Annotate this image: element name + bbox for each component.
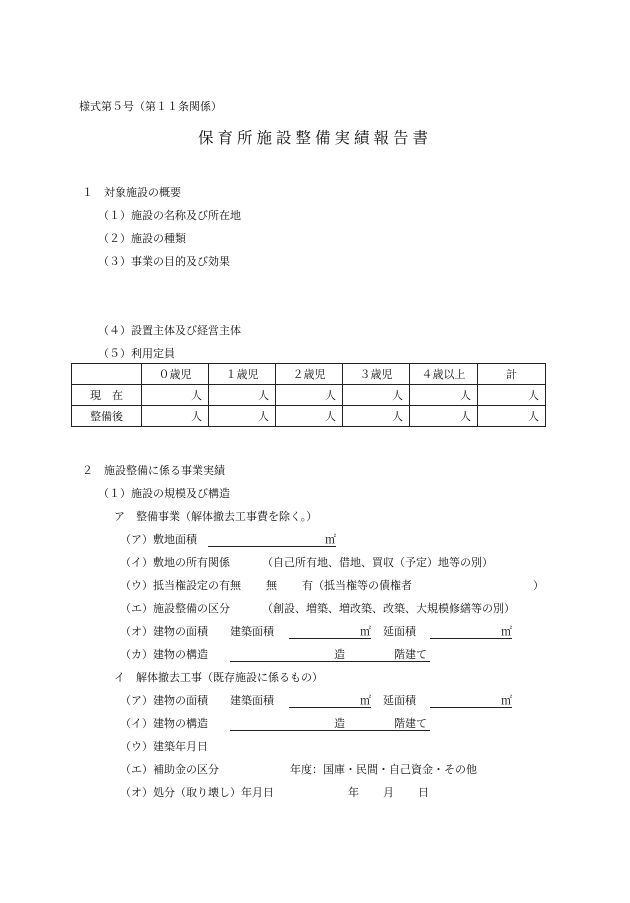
floor-area-unit: ㎡: [501, 625, 512, 638]
table-header-cell: 計: [478, 364, 546, 385]
floors-suffix: 階建て: [394, 648, 427, 661]
table-cell: 人: [142, 406, 209, 427]
building-area-label: （オ）建物の面積: [120, 625, 208, 638]
row-label: 整備後: [72, 406, 142, 427]
table-row: [72, 385, 546, 406]
project-type-options: （創設、増築、増改築、改築、大規模修繕等の別）: [262, 602, 515, 615]
disposal-month: 月: [383, 786, 394, 799]
structure-suffix: 造: [334, 648, 345, 661]
demolition-floor-area-unit: ㎡: [501, 694, 512, 707]
table-cell: 人: [276, 406, 343, 427]
mortgage-yes-option[interactable]: 有（抵当権等の債権者: [302, 579, 412, 592]
table-header-cell: １歳児: [209, 364, 276, 385]
table-header-cell: ０歳児: [142, 364, 209, 385]
building-area-unit: ㎡: [360, 625, 371, 638]
capacity-table: [71, 363, 546, 427]
table-cell: 人: [343, 406, 410, 427]
table-header-row: [72, 364, 546, 385]
demolition-floor-area-field[interactable]: [430, 707, 512, 708]
section2-heading: ２ 施設整備に係る事業実績: [82, 464, 225, 477]
site-area-label: （ア）敷地面積: [120, 533, 197, 546]
ownership-options: （自己所有地、借地、買収（予定）地等の別）: [262, 556, 493, 569]
site-area-field[interactable]: [208, 546, 336, 547]
construction-date-label: （ウ）建築年月日: [120, 740, 208, 753]
table-cell: 人: [209, 406, 276, 427]
mortgage-close-paren: ）: [533, 579, 544, 592]
disposal-year: 年: [348, 786, 359, 799]
floor-area-field[interactable]: [430, 638, 512, 639]
table-cell: 人: [478, 385, 546, 406]
section2-b-heading: イ 解体撤去工事（既存施設に係るもの）: [114, 671, 323, 684]
subsidy-label: （エ）補助金の区分: [120, 763, 219, 776]
table-cell: 人: [209, 385, 276, 406]
demolition-building-area-field[interactable]: [289, 707, 371, 708]
table-header-cell: ４歳以上: [410, 364, 478, 385]
structure-label: （カ）建物の構造: [120, 648, 208, 661]
table-cell: 人: [142, 385, 209, 406]
section1-item2: （２）施設の種類: [98, 232, 186, 245]
table-cell: 人: [276, 385, 343, 406]
section1-item4: （４）設置主体及び経営主体: [98, 324, 241, 337]
page-title: 保育所施設整備実績報告書: [197, 129, 432, 147]
table-cell: 人: [410, 385, 478, 406]
disposal-date-label: （オ）処分（取り壊し）年月日: [120, 786, 274, 799]
ownership-label: （イ）敷地の所有関係: [120, 556, 230, 569]
building-area-text: 建築面積: [230, 625, 274, 638]
section2-a-heading: ア 整備事業（解体撤去工事費を除く。）: [114, 510, 318, 523]
table-row: [72, 406, 546, 427]
section1-item3: （３）事業の目的及び効果: [98, 255, 230, 268]
table-cell: 人: [410, 406, 478, 427]
section1-item1: （１）施設の名称及び所在地: [98, 209, 241, 222]
demolition-floors-suffix: 階建て: [394, 717, 427, 730]
demolition-building-area-unit: ㎡: [360, 694, 371, 707]
demolition-building-area-text: 建築面積: [230, 694, 274, 707]
section2-sub1: （１）施設の規模及び構造: [98, 487, 230, 500]
disposal-day: 日: [418, 786, 429, 799]
mortgage-label: （ウ）抵当権設定の有無: [120, 579, 241, 592]
building-area-field[interactable]: [289, 638, 371, 639]
form-number: 様式第５号（第１１条関係）: [79, 100, 222, 113]
project-type-label: （エ）施設整備の区分: [120, 602, 230, 615]
table-header-cell: ３歳児: [343, 364, 410, 385]
table-header-cell: ２歳児: [276, 364, 343, 385]
section1-heading: １ 対象施設の概要: [82, 186, 181, 199]
table-cell: 人: [343, 385, 410, 406]
floor-area-text: 延面積: [383, 625, 416, 638]
section1-item5: （５）利用定員: [98, 347, 175, 360]
mortgage-none-option[interactable]: 無: [266, 579, 277, 592]
demolition-floor-area-text: 延面積: [383, 694, 416, 707]
demolition-structure-label: （イ）建物の構造: [120, 717, 208, 730]
table-cell: 人: [478, 406, 546, 427]
demolition-structure-suffix: 造: [334, 717, 345, 730]
subsidy-options: 年度：国庫・民間・自己資金・その他: [290, 763, 477, 776]
site-area-unit: ㎡: [325, 533, 336, 546]
table-header-cell: [72, 364, 142, 385]
demolition-area-label: （ア）建物の面積: [120, 694, 208, 707]
row-label: 現 在: [72, 385, 142, 406]
